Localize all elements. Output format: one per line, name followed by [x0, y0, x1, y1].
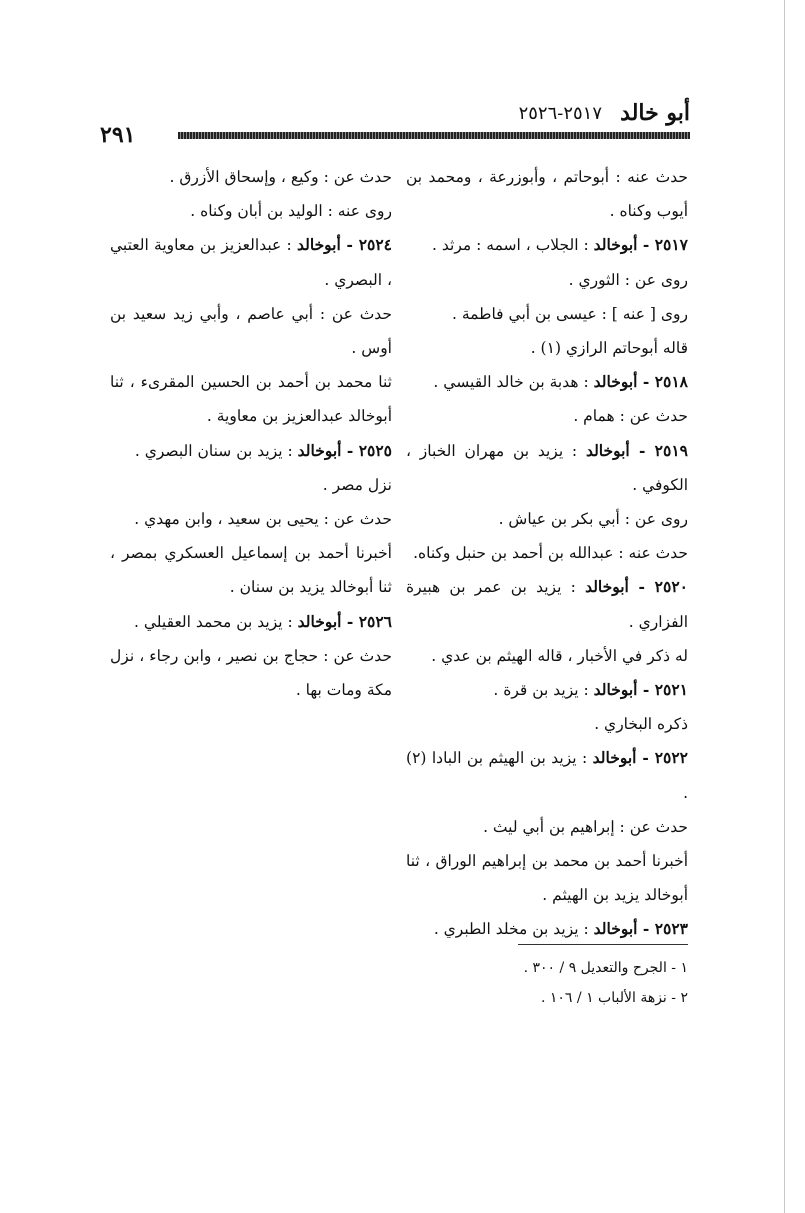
- entry-kunya: أبوخالد: [592, 748, 637, 768]
- entry-dash: -: [636, 748, 655, 768]
- text-line: له ذكر في الأخبار ، قاله الهيثم بن عدي .: [431, 646, 688, 665]
- right-column: [406, 160, 688, 947]
- entry-name: : الجلاب ، اسمه : مرثد .: [432, 236, 589, 255]
- page-number: ٢٩١: [100, 122, 136, 148]
- footnote-separator: [518, 944, 688, 945]
- biography-entry: [406, 570, 688, 638]
- entry-name: : يزيد بن سنان البصري .: [134, 441, 293, 460]
- text-line: حدث عن : أبي عاصم ، وأبي زيد سعيد بن أوس .: [110, 304, 392, 358]
- entry-number: ٢٥١٩: [654, 440, 688, 460]
- entry-kunya: أبوخالد: [593, 372, 638, 392]
- entry-kunya: أبوخالد: [585, 577, 629, 597]
- text-line: أخبرنا أحمد بن محمد بن إبراهيم الوراق ، ثنا أبوخالد يزيد بن الهيثم .: [406, 852, 688, 905]
- text-line: قاله أبوحاتم الرازي (١) .: [530, 339, 688, 358]
- biography-entry: [406, 365, 688, 399]
- text-line: روى عن : أبي بكر بن عياش .: [498, 510, 688, 529]
- text-line: حدث عنه : أبوحاتم ، وأبوزرعة ، ومحمد بن أيوب وكناه .: [406, 168, 688, 221]
- entry-dash: -: [637, 372, 655, 392]
- entry-name: : يزيد بن الهيثم بن البادا (٢) .: [406, 749, 688, 802]
- text-line: حدث عن : حجاج بن نصير ، وابن رجاء ، نزل مكة ومات بها .: [110, 646, 392, 700]
- text-line: حدث عن : همام .: [573, 407, 688, 426]
- entry-dash: -: [628, 577, 655, 597]
- text-line: حدث عن : يحيى بن سعيد ، وابن مهدي .: [134, 510, 392, 529]
- text-line: روى عن : الثوري .: [568, 270, 688, 289]
- text-line: حدث عن : وكيع ، وإسحاق الأزرق .: [169, 168, 392, 186]
- entry-dash: -: [637, 680, 655, 700]
- left-column: [110, 160, 392, 707]
- entry-number: ٢٥٢٢: [654, 748, 688, 768]
- entry-kunya: أبوخالد: [593, 680, 638, 700]
- entry-name: : يزيد بن عمر بن هبيرة الفزاري .: [406, 578, 688, 631]
- text-line: روى عنه : الوليد بن أبان وكناه .: [190, 202, 392, 221]
- entry-number: ٢٥١٧: [654, 235, 688, 255]
- footnote-2: ٢ - نزهة الألباب ١ / ١٠٦ .: [540, 990, 688, 1006]
- text-line: ثنا محمد بن أحمد بن الحسين المقرىء ، ثنا أبوخالد عبدالعزيز بن معاوية .: [110, 373, 392, 426]
- biography-entry: [406, 673, 688, 707]
- header-rule: [178, 132, 690, 139]
- text-line: نزل مصر .: [322, 475, 392, 494]
- biography-entry: [110, 434, 392, 468]
- entry-kunya: أبوخالد: [593, 235, 638, 255]
- entry-number: ٢٥٢٥: [358, 440, 392, 460]
- entry-number: ٢٥١٨: [654, 372, 688, 392]
- text-line: روى [ عنه ] : عيسى بن أبي فاطمة .: [452, 304, 688, 323]
- entry-number: ٢٥٢٦: [358, 611, 392, 631]
- entry-name: : هدبة بن خالد القيسي .: [433, 373, 589, 392]
- entry-dash: -: [340, 235, 359, 255]
- entry-dash: -: [341, 440, 359, 460]
- entry-kunya: أبوخالد: [585, 440, 630, 460]
- footnotes: [404, 944, 688, 1013]
- text-line: ذكره البخاري .: [594, 715, 688, 734]
- entry-name: : يزيد بن محمد العقيلي .: [134, 612, 293, 631]
- biography-entry: [406, 741, 688, 809]
- entry-number: ٢٥٢٣: [654, 919, 688, 939]
- entry-kunya: أبوخالد: [593, 919, 638, 939]
- entry-dash: -: [341, 611, 359, 631]
- entry-name: : عبدالعزيز بن معاوية العتبي ، البصري .: [110, 236, 392, 289]
- entry-number: ٢٥٢٤: [358, 235, 392, 255]
- header-entry-range: ٢٥١٧-٢٥٢٦: [518, 103, 602, 124]
- biography-entry: [110, 605, 392, 639]
- biography-entry: [406, 912, 688, 946]
- entry-number: ٢٥٢٠: [654, 577, 688, 597]
- footnote-1: ١ - الجرح والتعديل ٩ / ٣٠٠ .: [523, 960, 688, 976]
- text-line: حدث عنه : عبدالله بن أحمد بن حنبل وكناه.: [413, 544, 688, 563]
- text-line: حدث عن : إبراهيم بن أبي ليث .: [483, 817, 688, 836]
- page-header: [100, 100, 690, 148]
- entry-name: : يزيد بن مخلد الطبري .: [433, 920, 589, 939]
- entry-dash: -: [637, 235, 655, 255]
- entry-kunya: أبوخالد: [297, 611, 342, 631]
- page-edge-line: [784, 0, 785, 1213]
- entry-dash: -: [637, 919, 655, 939]
- entry-name: : يزيد بن مهران الخباز ، الكوفي .: [406, 441, 688, 494]
- entry-name: : يزيد بن قرة .: [493, 681, 589, 700]
- biography-entry: [406, 228, 688, 262]
- biography-entry: [110, 228, 392, 296]
- entry-kunya: أبوخالد: [297, 440, 342, 460]
- entry-kunya: أبوخالد: [297, 235, 341, 255]
- entry-dash: -: [629, 440, 655, 460]
- entry-number: ٢٥٢١: [654, 680, 688, 700]
- biography-entry: [406, 434, 688, 502]
- header-title: أبو خالد: [620, 100, 690, 126]
- text-line: أخبرنا أحمد بن إسماعيل العسكري بمصر ، ثنا أبوخالد يزيد بن سنان .: [110, 544, 392, 597]
